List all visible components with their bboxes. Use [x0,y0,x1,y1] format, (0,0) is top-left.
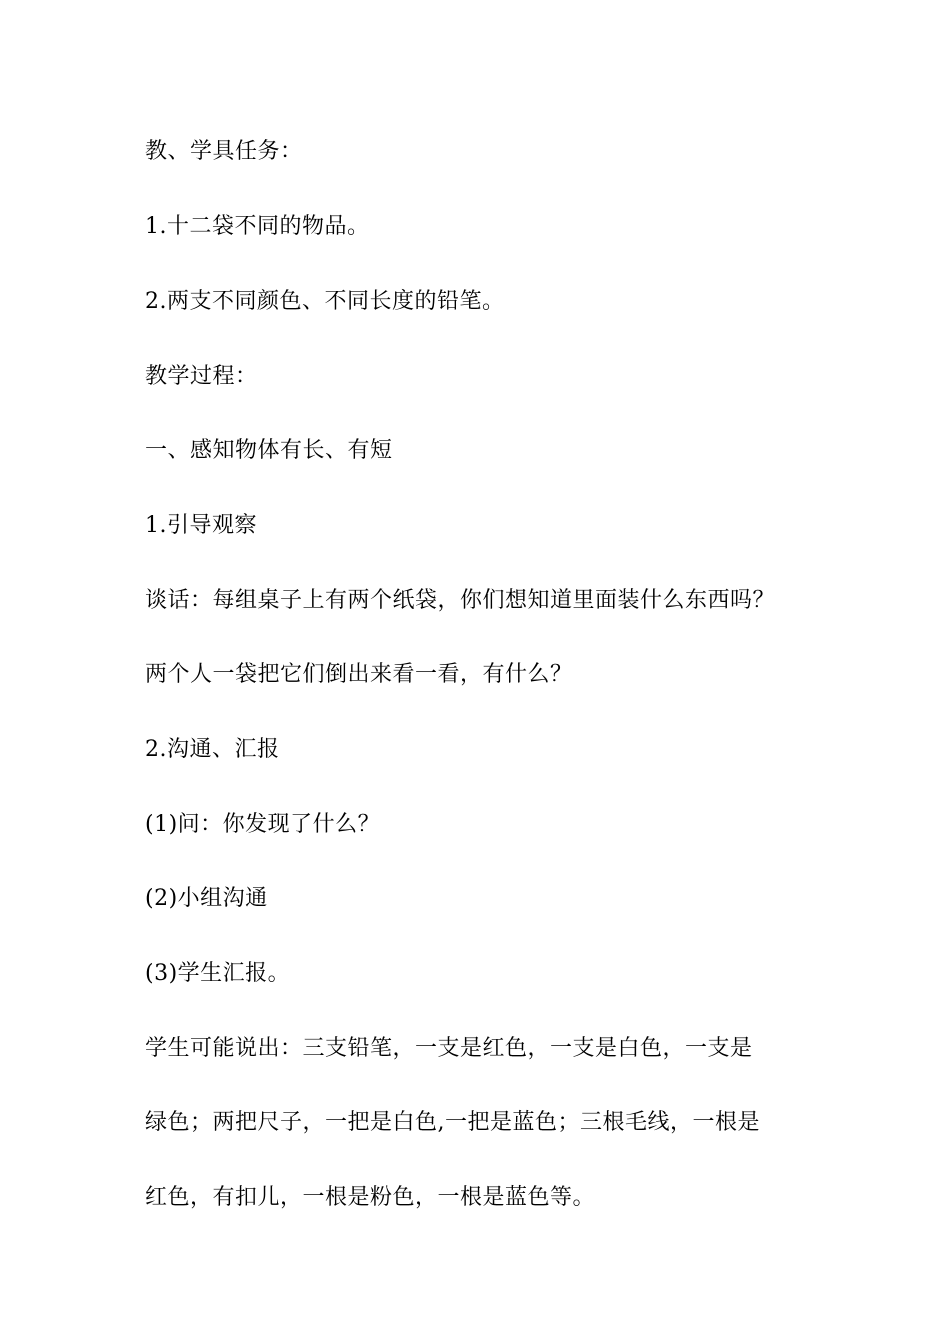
paragraph-dialogue: 谈话：每组桌子上有两个纸袋，你们想知道里面装什么东西吗？ [145,588,776,613]
section-heading-process: 教学过程： [145,364,258,389]
paragraph-student-answer-2: 绿色；两把尺子，一把是白色,一把是蓝色；三根毛线，一根是 [145,1110,760,1135]
list-item-student-report: (3)学生汇报。 [145,961,291,986]
list-item-group-communication: (2)小组沟通 [145,886,268,911]
list-item-question: (1)问：你发现了什么？ [145,812,381,837]
step-communicate-report: 2.沟通、汇报 [145,737,280,762]
paragraph-student-answer-3: 红色，有扣儿，一根是粉色，一根是蓝色等。 [145,1185,596,1210]
step-guide-observe: 1.引导观察 [145,513,257,538]
list-item-materials-2: 2.两支不同颜色、不同长度的铅笔。 [145,289,505,314]
paragraph-dialogue-continued: 两个人一袋把它们倒出来看一看，有什么？ [145,662,573,687]
paragraph-student-answer-1: 学生可能说出：三支铅笔，一支是红色，一支是白色，一支是 [145,1036,753,1061]
list-item-materials-1: 1.十二袋不同的物品。 [145,214,370,239]
subheading-perceive: 一、感知物体有长、有短 [145,438,393,463]
section-heading-materials: 教、学具任务： [145,139,303,164]
